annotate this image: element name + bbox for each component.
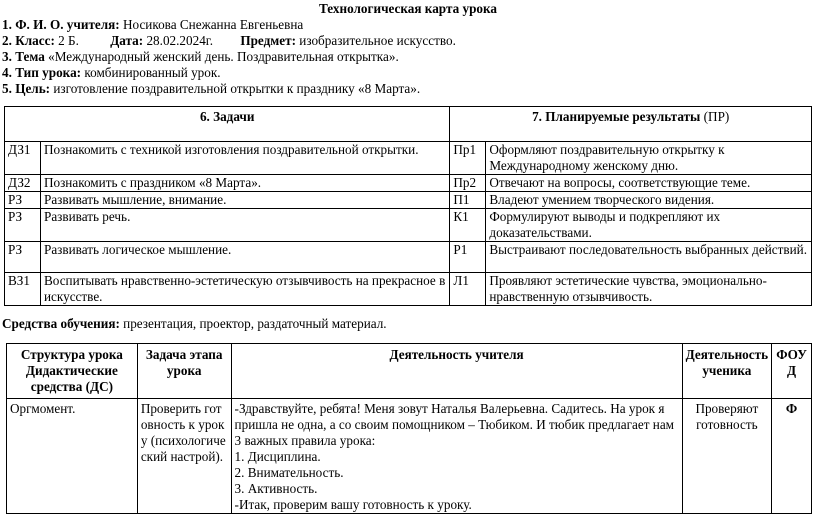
page-title: Технологическая карта урока — [319, 1, 497, 16]
task-text: Воспитывать нравственно-эстетическую отзывчивость на прекрасное в искусстве. — [40, 273, 449, 306]
goal-value: изготовление поздравительной открытки к празднику «8 Марта». — [50, 81, 421, 96]
result-code: П1 — [450, 192, 486, 209]
teacher-activity-cell — [231, 399, 682, 514]
lesson-type-value: комбинированный урок. — [81, 65, 221, 80]
tasks-table-header — [5, 107, 812, 142]
result-text: Выстраивают последовательность выбранных действий. — [486, 242, 812, 273]
result-text: Формулируют выводы и подкрепляют их доказательствами. — [486, 209, 812, 242]
structure-table-header — [7, 344, 812, 399]
topic-line — [2, 49, 399, 65]
teacher-line: 2. Внимательность. — [234, 465, 344, 480]
result-text: Отвечают на вопросы, соответствующие теме. — [486, 175, 812, 192]
class-value: 2 Б. — [54, 33, 79, 48]
class-label: 2. Класс: — [2, 33, 55, 48]
result-code: К1 — [450, 209, 486, 242]
table-row — [5, 175, 812, 192]
task-code: ДЗ2 — [5, 175, 41, 192]
goal-label: 5. Цель: — [2, 81, 51, 96]
table-row — [5, 209, 812, 242]
result-code: Пр1 — [450, 142, 486, 175]
header-structure: Структура урока Дидактические средства (ДС) — [7, 344, 138, 399]
task-text: Познакомить с техникой изготовления поздравительной открытки. — [40, 142, 449, 175]
topic-value: «Международный женский день. Поздравительная открытка». — [44, 49, 399, 64]
header-student-activity: Деятельность ученика — [682, 344, 771, 399]
teaching-means-value: презентация, проектор, раздаточный материал. — [119, 316, 387, 331]
teacher-value: Носикова Снежанна Евгеньевна — [119, 17, 304, 32]
task-text: Развивать мышление, внимание. — [40, 192, 449, 209]
table-row — [7, 399, 812, 514]
form-cell: Ф — [772, 399, 812, 514]
lesson-type-label: 4. Тип урока: — [2, 65, 82, 80]
table-row — [5, 192, 812, 209]
subject-label: Предмет: — [240, 33, 296, 48]
header-teacher-activity: Деятельность учителя — [231, 344, 682, 399]
result-text: Проявляют эстетические чувства, эмоционально-нравственную отзывчивость. — [486, 273, 812, 306]
teacher-line: -Здравствуйте, ребята! Меня зовут Наталья Валерьевна. Садитесь. На урок я пришла не одна, а со своим помощником – Тюбиком. И тюбик предлагает нам 3 важных правила урока: — [234, 401, 675, 448]
teacher-line — [2, 17, 303, 33]
teaching-means — [2, 316, 387, 332]
date-value: 28.02.2024г. — [143, 33, 214, 48]
tasks-results-table — [4, 106, 812, 306]
task-code: РЗ — [5, 192, 41, 209]
class-line — [2, 33, 456, 49]
teacher-label: 1. Ф. И. О. учителя: — [2, 17, 120, 32]
table-row — [5, 273, 812, 306]
results-header: 7. Планируемые результаты (ПР) — [450, 107, 812, 142]
teaching-means-label: Средства обучения: — [2, 316, 120, 331]
teacher-line: -Итак, проверим вашу готовность к уроку. — [234, 497, 472, 512]
topic-label: 3. Тема — [2, 49, 45, 64]
result-text: Владеют умением творческого видения. — [486, 192, 812, 209]
header-form: ФОУД — [772, 344, 812, 399]
lesson-type-line — [2, 65, 221, 81]
task-text: Познакомить с праздником «8 Марта». — [40, 175, 449, 192]
teacher-line: 1. Дисциплина. — [234, 449, 321, 464]
task-code: РЗ — [5, 242, 41, 273]
task-code: ВЗ1 — [5, 273, 41, 306]
task-code: ДЗ1 — [5, 142, 41, 175]
result-text: Оформляют поздравительную открытку к Международному женскому дню. — [486, 142, 812, 175]
stage-goal-cell: Проверить готовность к уроку (психологический настрой). — [137, 399, 231, 514]
result-code: Пр2 — [450, 175, 486, 192]
goal-line — [2, 81, 420, 97]
lesson-structure-table — [6, 343, 812, 514]
task-text: Развивать речь. — [40, 209, 449, 242]
student-activity-cell: Проверяют готовность — [682, 399, 771, 514]
task-text: Развивать логическое мышление. — [40, 242, 449, 273]
teacher-line: 3. Активность. — [234, 481, 318, 496]
stage-cell: Оргмомент. — [7, 399, 138, 514]
table-row — [5, 142, 812, 175]
tasks-header: 6. Задачи — [5, 107, 450, 142]
task-code: РЗ — [5, 209, 41, 242]
header-stage-goal: Задача этапа урока — [137, 344, 231, 399]
result-code: Л1 — [450, 273, 486, 306]
date-label: Дата: — [110, 33, 144, 48]
result-code: Р1 — [450, 242, 486, 273]
subject-value: изобразительное искусство. — [295, 33, 456, 48]
table-row — [5, 242, 812, 273]
